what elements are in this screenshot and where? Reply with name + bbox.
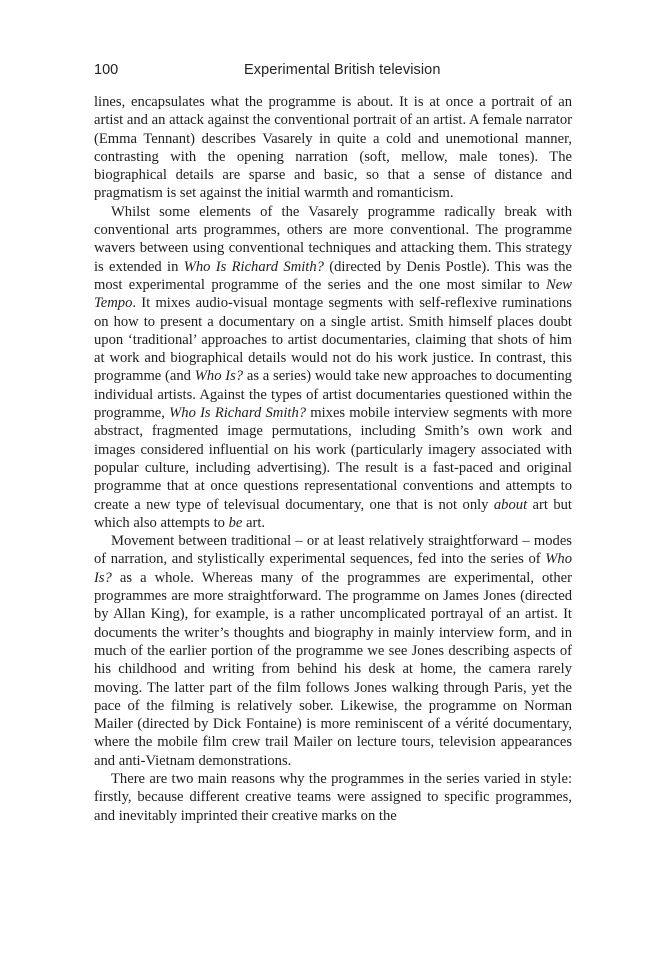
paragraph-text: as a series) would take new approaches to documenting individual artists. Against the types of artist documentaries questioned within the programme, <box>94 368 572 422</box>
paragraph-text: There are two main reasons why the programmes in the series varied in style: firstly, because different creative teams were assigned to specific programmes, and inevitably imprinted their creative marks on the <box>94 770 572 824</box>
paragraph-text: as a whole. Whereas many of the programmes are experimental, other programmes are more straightforward. The programme on James Jones (directed by Allan King), for example, is a rather uncomplicated portrayal of an artist. It documents the writer’s thoughts and biography in mainly interview form, and in much of the earlier portion of the programme we see Jones describing aspects of his childhood and writing from behind his desk at home, the camera rarely moving. The latter part of the film follows Jones walking through Paris, yet the pace of the filming is relatively sober. Likewise, the programme on Norman Mailer (directed by Dick Fontaine) is more reminiscent of a vérité documentary, where the mobile film crew trail Mailer on lecture tours, television appearances and anti-Vietnam demonstrations. <box>94 569 572 769</box>
paragraph-text: mixes mobile interview segments with more abstract, fragmented image permutations, including Smith’s own work and images considered influential on his work (particularly imagery associated with popular culture, including advertising). The result is a fast-paced and original programme that at once questions representational conventions and attempts to create a new type of televisual documentary, one that is not only <box>94 405 573 513</box>
page-number: 100 <box>94 62 119 78</box>
italic-title-text: Who Is? <box>194 368 244 385</box>
italic-title-text: Who Is Richard Smith? <box>169 405 307 422</box>
paragraph <box>94 93 572 203</box>
paragraph-text: art but which also attempts to <box>94 496 572 531</box>
paragraph <box>94 532 572 770</box>
running-head <box>94 62 574 82</box>
paragraph <box>94 203 572 532</box>
italic-title-text: New Tempo <box>94 276 572 312</box>
running-title: Experimental British television <box>244 62 441 78</box>
paragraph-text: lines, encapsulates what the programme is about. It is at once a portrait of an artist and an attack against the conventional portrait of an artist. A female narrator (Emma Tennant) describes Vasarely in quite a cold and unemotional manner, contrasting with the opening narration (soft, mellow, male tones). The biographical details are sparse and basic, so that a sense of distance and pragmatism is set against the initial warmth and romanticism. <box>94 94 572 202</box>
body-text <box>94 93 572 825</box>
paragraph-text: . It mixes audio-visual montage segments with self-reflexive ruminations on how to present a documentary on a single artist. Smith himself places doubt upon ‘traditional’ approaches to artist documentaries, claiming that shots of him at work and biographical details would not do his work justice. In contrast, this programme (and <box>94 295 572 385</box>
paragraph <box>94 770 572 825</box>
paragraph-text: art. <box>242 514 266 531</box>
paragraph-text: Whilst some elements of the Vasarely programme radically break with conventional arts programmes, others are more conventional. The programme wavers between using conventional techniques and attacking them. This strategy is extended in <box>94 203 572 275</box>
italic-title-text: Who Is Richard Smith? <box>183 258 324 275</box>
italic-title-text: be <box>228 514 243 531</box>
paragraph-text: Movement between traditional – or at least relatively straightforward – modes of narration, and stylistically experimental sequences, fed into the series of <box>94 533 572 568</box>
paragraph-text: (directed by Denis Postle). This was the most experimental programme of the series and the one most similar to <box>94 258 572 293</box>
italic-title-text: Who Is? <box>94 551 572 586</box>
italic-title-text: about <box>493 496 528 513</box>
